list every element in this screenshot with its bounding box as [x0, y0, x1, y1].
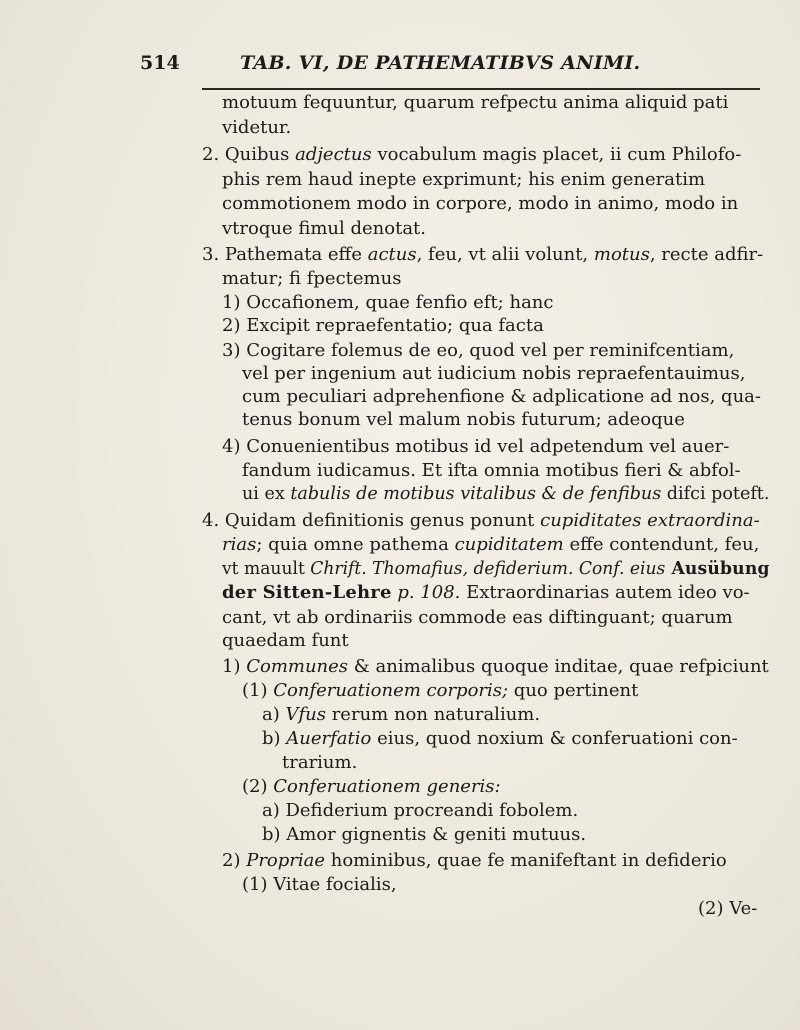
text-run: b) [262, 728, 287, 749]
text-line [222, 268, 401, 290]
italic-run: cupiditatem [454, 534, 564, 555]
text-run: ui ex [242, 483, 291, 504]
text-run: tenus bonum vel malum nobis futurum; adeoque [242, 409, 685, 430]
text-line [222, 218, 426, 240]
text-run: eius, quod noxium & conferuationi con- [371, 728, 738, 749]
text-run: (2) Ve- [698, 898, 758, 919]
text-run: 3. Pathemata effe [202, 244, 368, 265]
text-run: (2) [242, 776, 274, 797]
text-run: 2) Excipit repraefentatio; qua facta [222, 315, 544, 336]
text-run: cant, vt ab ordinariis commode eas diftinguant; quarum [222, 607, 733, 628]
text-line [222, 534, 759, 556]
text-line [222, 607, 733, 629]
running-title: TAB. VI, DE PATHEMATIBVS ANIMI. [240, 52, 641, 74]
text-line [222, 656, 769, 678]
text-run: 2) [222, 850, 247, 871]
text-run: videtur. [222, 117, 292, 138]
text-run: vel per ingenium aut iudicium nobis repraefentauimus, [242, 363, 746, 384]
fraktur-run: Ausübung [665, 558, 770, 579]
text-run: 4. Quidam definitionis genus ponunt [202, 510, 541, 531]
text-line [262, 728, 738, 750]
text-run: trarium. [282, 752, 358, 773]
italic-run: Chrift. Thomafius, defiderium. Conf. eius [310, 558, 666, 579]
text-line [242, 483, 769, 505]
italic-run: adjectus [295, 144, 372, 165]
page-number: 514 [140, 52, 180, 74]
text-run: difci poteft. [661, 483, 770, 504]
text-line [222, 169, 705, 191]
text-run: phis rem haud inepte exprimunt; his enim generatim [222, 169, 706, 190]
text-line [262, 704, 540, 726]
text-line [222, 850, 727, 872]
text-run: & animalibus quoque inditae, quae refpiciunt [348, 656, 769, 677]
text-run: motuum fequuntur, quarum refpectu anima aliquid pati [222, 92, 729, 113]
text-line [242, 874, 397, 896]
text-line [222, 630, 349, 652]
fraktur-run: der Sitten-Lehre [222, 582, 392, 603]
text-line [222, 558, 770, 580]
text-run: 1) Occafionem, quae fenfio eft; hanc [222, 292, 554, 313]
text-run: quaedam funt [222, 630, 349, 651]
text-line [222, 340, 734, 362]
text-run: Extraordinarias autem ideo vo- [460, 582, 750, 603]
page-header [140, 52, 760, 78]
italic-run: rias [222, 534, 257, 555]
italic-run: tabulis de motibus vitalibus & de fenfibus [290, 483, 662, 504]
text-line [222, 436, 729, 458]
text-run: commotionem modo in corpore, modo in animo, modo in [222, 193, 739, 214]
text-run: vtroque fimul denotat. [222, 218, 427, 239]
text-run: vt mauult [222, 558, 311, 579]
text-line [262, 824, 586, 846]
text-line [282, 752, 357, 774]
text-line [222, 193, 738, 215]
italic-run: cupiditates extraordina- [540, 510, 760, 531]
italic-run: Communes [246, 656, 349, 677]
italic-run: Conferuationem corporis; [273, 680, 509, 701]
text-run: 4) Conuenientibus motibus id vel adpetendum vel auer- [222, 436, 730, 457]
text-run: , feu, vt alii volunt, [416, 244, 594, 265]
italic-run: actus [367, 244, 417, 265]
header-rule [202, 88, 760, 90]
text-run: a) [262, 704, 286, 725]
text-run: effe contendunt, feu, [563, 534, 760, 555]
text-run: a) Defiderium procreandi fobolem. [262, 800, 579, 821]
text-line [242, 680, 638, 702]
italic-run: Propriae [246, 850, 326, 871]
italic-run: p. 108. [391, 582, 461, 603]
text-run: hominibus, quae fe manifeftant in defiderio [325, 850, 727, 871]
text-run: quo pertinent [508, 680, 639, 701]
text-line [202, 144, 741, 166]
text-line [242, 776, 501, 798]
text-line [202, 510, 760, 532]
text-line [242, 386, 761, 408]
text-run: fandum iudicamus. Et ifta omnia motibus fieri & abfol- [242, 460, 741, 481]
text-line [242, 460, 741, 482]
italic-run: motus [593, 244, 650, 265]
text-run: matur; fi fpectemus [222, 268, 402, 289]
text-line [222, 292, 553, 314]
text-line [262, 800, 578, 822]
text-run: 1) [222, 656, 247, 677]
italic-run: Conferuationem generis: [273, 776, 501, 797]
text-run: (1) [242, 680, 274, 701]
text-line [222, 92, 728, 114]
text-line [202, 244, 763, 266]
text-run: cum peculiari adprehenfione & adplicatione ad nos, qua- [242, 386, 761, 407]
text-line [222, 582, 750, 604]
text-run: b) Amor gignentis & geniti mutuus. [262, 824, 587, 845]
italic-run: Vfus [285, 704, 326, 725]
text-run: vocabulum magis placet, ii cum Philofo- [371, 144, 742, 165]
text-line [222, 117, 291, 139]
text-run: rerum non naturalium. [325, 704, 541, 725]
text-line [242, 409, 685, 431]
text-run: (1) Vitae focialis, [242, 874, 397, 895]
text-run: , recte adfir- [649, 244, 764, 265]
text-line [242, 363, 745, 385]
text-line [698, 898, 757, 920]
text-run: 3) Cogitare folemus de eo, quod vel per reminifcentiam, [222, 340, 735, 361]
text-run: 2. Quibus [202, 144, 296, 165]
text-run: ; quia omne pathema [256, 534, 455, 555]
italic-run: Auerfatio [286, 728, 372, 749]
text-line [222, 315, 544, 337]
